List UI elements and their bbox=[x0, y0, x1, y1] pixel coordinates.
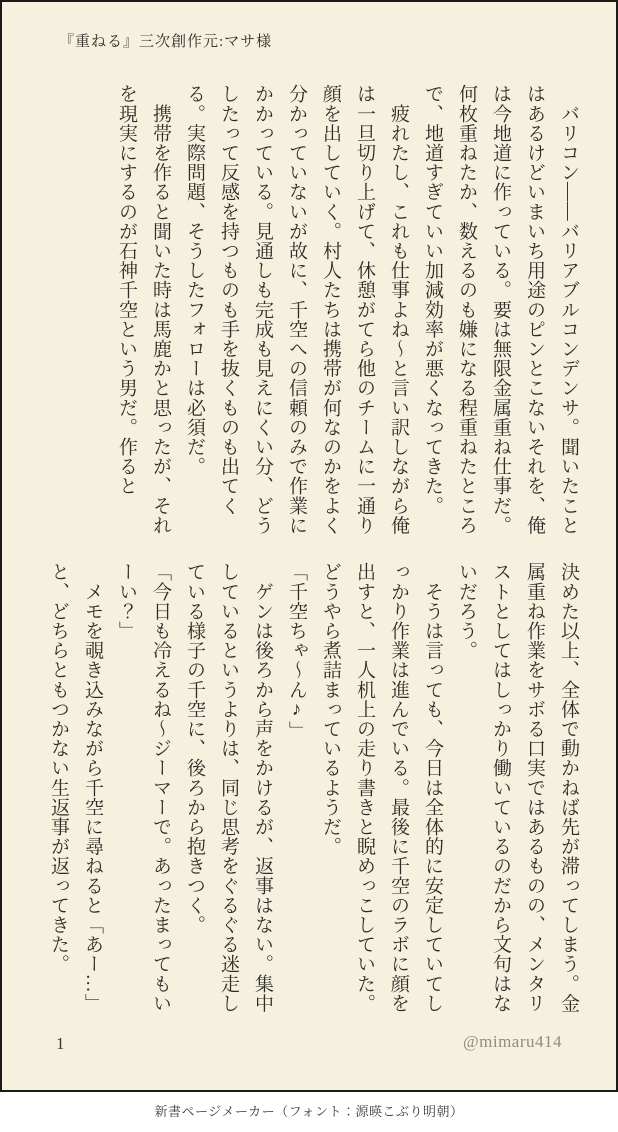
generator-caption: 新書ページメーカー（フォント：源暎こぶり明朝） bbox=[154, 1104, 464, 1119]
paragraph: 携帯を作ると聞いた時は馬鹿かと思ったが、それを現実にするのが石神千空という男だ。作ると bbox=[116, 84, 171, 535]
paragraph: メモを覗き込みながら千空に尋ねると「あー…」と、どちらともつかない生返事が返ってきた。 bbox=[48, 562, 103, 1013]
paragraph: 疲れたし、これも仕事よね〜と言い訳しながら俺は一旦切り上げて、休憩がてら他のチームに一通り顔を出していく。村人たちは携帯が何なのかをよく分かっていないが故に、千空への信頼のみで作業にかかっている。見通しも完成も見えにくい分、どうしたって反感を持つものも手を抜くものも出てくる。実際問題、そうしたフォローは必須だ。 bbox=[184, 84, 409, 535]
text-block-bottom bbox=[35, 562, 585, 1015]
paragraph: 「今日も冷えるね〜ジーマーで。あったまってもいーい？」 bbox=[116, 562, 171, 1013]
text-block-top bbox=[35, 84, 585, 537]
paragraph: そうは言っても、今日は全体的に安定していてしっかり作業は進んでいる。最後に千空のラボに顔を出すと、一人机上の走り書きと睨めっこしていた。どうやら煮詰まっているようだ。 bbox=[320, 562, 443, 1013]
paragraph: 「千空ちゃ〜ん♪」 bbox=[286, 562, 307, 741]
paragraph: バリコン――バリアブルコンデンサ。聞いたことはあるけどいまいち用途のピンとこないそれを、俺は今地道に作っている。要は無限金属重ね仕事だ。何枚重ねたか、数えるのも嫌になる程重ねたところで、地道すぎていい加減効率が悪くなってきた。 bbox=[422, 84, 579, 535]
paragraph: 決めた以上、全体で動かねば先が滞ってしまう。金属重ね作業をサボる口実ではあるものの、メンタリストとしてはしっかり働いているのだから文句はないだろう。 bbox=[456, 562, 579, 1013]
author-credit: @mimaru414 bbox=[462, 1032, 562, 1051]
page-title: 『重ねる』三次創作元:マサ様 bbox=[59, 34, 273, 50]
page-number: 1 bbox=[56, 1034, 65, 1053]
paragraph: ゲンは後ろから声をかけるが、返事はない。集中しているというよりは、同じ思考をぐるぐる迷走している様子の千空に、後ろから抱きつく。 bbox=[184, 562, 273, 1013]
